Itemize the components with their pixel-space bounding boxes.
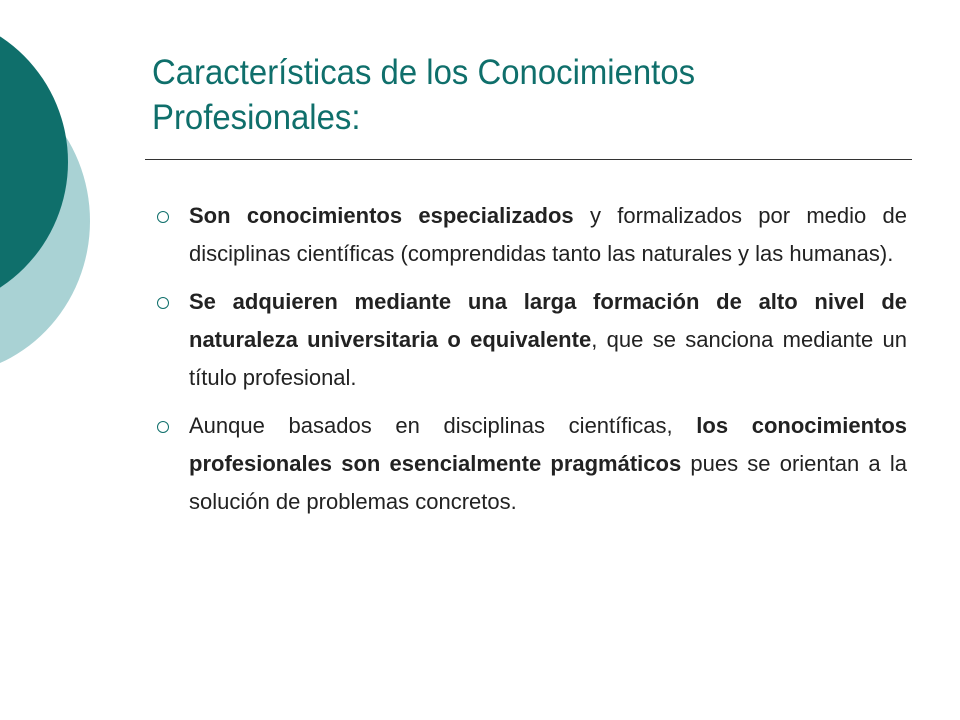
text-run: Aunque basados en disciplinas científicas, bbox=[189, 413, 697, 438]
text-run: , que se sanciona mediante un título profesional. bbox=[189, 327, 908, 390]
bullet-text bbox=[189, 197, 907, 273]
circle-bullet-icon bbox=[157, 421, 169, 433]
bullet-text bbox=[189, 407, 907, 521]
circle-bullet-icon bbox=[157, 297, 169, 309]
bullet-item bbox=[155, 283, 907, 397]
bullet-item bbox=[155, 197, 907, 273]
text-run: pues se orientan a la solución de problemas concretos. bbox=[189, 451, 907, 514]
circle-bullet-icon bbox=[157, 211, 169, 223]
bold-run: Son conocimientos especializados bbox=[189, 203, 574, 228]
bullet-text bbox=[189, 283, 907, 397]
title-divider bbox=[145, 159, 912, 160]
text-run: y formalizados por medio de disciplinas científicas (comprendidas tanto las naturales y las humanas). bbox=[189, 203, 907, 266]
bullet-item bbox=[155, 407, 907, 521]
bold-run: los conocimientos profesionales son esencialmente pragmáticos bbox=[189, 413, 908, 476]
bullet-list bbox=[155, 197, 907, 531]
slide-title: Características de los Conocimientos Profesionales: bbox=[152, 53, 696, 137]
bold-run: Se adquieren mediante una larga formación de alto nivel de naturaleza universitaria o equivalente bbox=[189, 289, 907, 352]
